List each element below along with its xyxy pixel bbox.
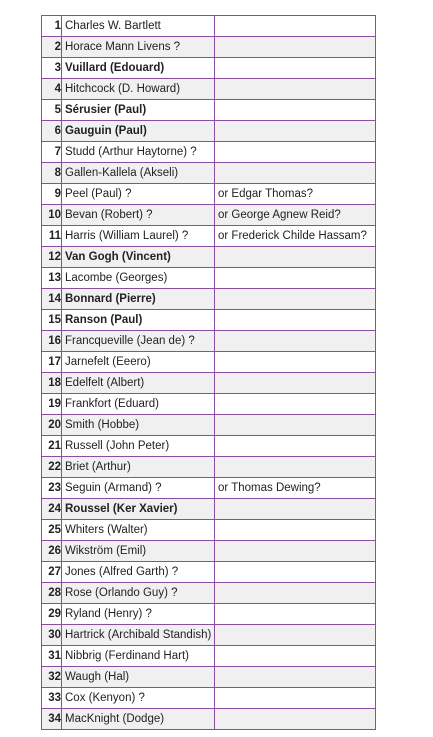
artist-name-cell: Studd (Arthur Haytorne) ?	[62, 142, 215, 163]
table-row	[42, 121, 376, 142]
artist-name-cell: Whiters (Walter)	[62, 520, 215, 541]
table-row	[42, 268, 376, 289]
row-number: 14	[42, 289, 62, 310]
artist-name-cell: Frankfort (Eduard)	[62, 394, 215, 415]
alternative-attribution-cell	[215, 16, 376, 37]
row-number: 24	[42, 499, 62, 520]
alternative-attribution-cell	[215, 100, 376, 121]
artist-name-cell: Peel (Paul) ?	[62, 184, 215, 205]
table-row	[42, 667, 376, 688]
row-number: 11	[42, 226, 62, 247]
alternative-attribution-cell	[215, 247, 376, 268]
alternative-attribution-cell	[215, 58, 376, 79]
artist-name-cell: Francqueville (Jean de) ?	[62, 331, 215, 352]
alternative-attribution-cell	[215, 37, 376, 58]
row-number: 9	[42, 184, 62, 205]
artist-name-cell: Ranson (Paul)	[62, 310, 215, 331]
artist-name-cell: Van Gogh (Vincent)	[62, 247, 215, 268]
row-number: 2	[42, 37, 62, 58]
row-number: 25	[42, 520, 62, 541]
artist-name-cell: Hartrick (Archibald Standish)	[62, 625, 215, 646]
table-row	[42, 457, 376, 478]
row-number: 6	[42, 121, 62, 142]
table-row	[42, 520, 376, 541]
row-number: 20	[42, 415, 62, 436]
row-number: 1	[42, 16, 62, 37]
artist-name-cell: Jones (Alfred Garth) ?	[62, 562, 215, 583]
artist-name-cell: Roussel (Ker Xavier)	[62, 499, 215, 520]
artist-name-cell: Charles W. Bartlett	[62, 16, 215, 37]
artist-name-cell: Jarnefelt (Eeero)	[62, 352, 215, 373]
row-number: 32	[42, 667, 62, 688]
table-row	[42, 247, 376, 268]
artist-name-cell: Ryland (Henry) ?	[62, 604, 215, 625]
alternative-attribution-cell	[215, 583, 376, 604]
alternative-attribution-cell: or Edgar Thomas?	[215, 184, 376, 205]
artist-name-cell: Wikström (Emil)	[62, 541, 215, 562]
alternative-attribution-cell	[215, 499, 376, 520]
artist-table-body	[42, 16, 376, 730]
row-number: 31	[42, 646, 62, 667]
alternative-attribution-cell	[215, 289, 376, 310]
table-row	[42, 142, 376, 163]
alternative-attribution-cell	[215, 121, 376, 142]
row-number: 10	[42, 205, 62, 226]
row-number: 16	[42, 331, 62, 352]
alternative-attribution-cell	[215, 331, 376, 352]
table-row	[42, 541, 376, 562]
table-row	[42, 58, 376, 79]
artist-name-cell: Nibbrig (Ferdinand Hart)	[62, 646, 215, 667]
table-row	[42, 373, 376, 394]
artist-name-cell: Sérusier (Paul)	[62, 100, 215, 121]
table-row	[42, 37, 376, 58]
table-row	[42, 625, 376, 646]
row-number: 13	[42, 268, 62, 289]
alternative-attribution-cell	[215, 625, 376, 646]
row-number: 30	[42, 625, 62, 646]
alternative-attribution-cell	[215, 646, 376, 667]
alternative-attribution-cell	[215, 310, 376, 331]
row-number: 21	[42, 436, 62, 457]
artist-name-cell: Cox (Kenyon) ?	[62, 688, 215, 709]
row-number: 19	[42, 394, 62, 415]
table-row	[42, 205, 376, 226]
alternative-attribution-cell	[215, 163, 376, 184]
artist-name-cell: Russell (John Peter)	[62, 436, 215, 457]
table-row	[42, 646, 376, 667]
alternative-attribution-cell	[215, 436, 376, 457]
artist-name-cell: Hitchcock (D. Howard)	[62, 79, 215, 100]
row-number: 4	[42, 79, 62, 100]
artist-name-cell: Gallen-Kallela (Akseli)	[62, 163, 215, 184]
alternative-attribution-cell	[215, 541, 376, 562]
table-row	[42, 499, 376, 520]
artist-name-cell: Lacombe (Georges)	[62, 268, 215, 289]
table-row	[42, 289, 376, 310]
alternative-attribution-cell	[215, 352, 376, 373]
row-number: 3	[42, 58, 62, 79]
alternative-attribution-cell	[215, 415, 376, 436]
artist-name-cell: Waugh (Hal)	[62, 667, 215, 688]
row-number: 29	[42, 604, 62, 625]
table-row	[42, 688, 376, 709]
alternative-attribution-cell	[215, 709, 376, 730]
table-row	[42, 394, 376, 415]
row-number: 17	[42, 352, 62, 373]
row-number: 8	[42, 163, 62, 184]
artist-name-cell: Smith (Hobbe)	[62, 415, 215, 436]
artist-name-cell: Bevan (Robert) ?	[62, 205, 215, 226]
alternative-attribution-cell: or George Agnew Reid?	[215, 205, 376, 226]
alternative-attribution-cell	[215, 457, 376, 478]
row-number: 28	[42, 583, 62, 604]
row-number: 7	[42, 142, 62, 163]
artist-name-cell: Bonnard (Pierre)	[62, 289, 215, 310]
table-row	[42, 100, 376, 121]
table-row	[42, 604, 376, 625]
alternative-attribution-cell	[215, 268, 376, 289]
row-number: 18	[42, 373, 62, 394]
artist-name-cell: Rose (Orlando Guy) ?	[62, 583, 215, 604]
row-number: 34	[42, 709, 62, 730]
table-row	[42, 79, 376, 100]
row-number: 12	[42, 247, 62, 268]
table-row	[42, 436, 376, 457]
row-number: 15	[42, 310, 62, 331]
alternative-attribution-cell	[215, 562, 376, 583]
row-number: 5	[42, 100, 62, 121]
table-row	[42, 163, 376, 184]
artist-name-cell: Vuillard (Edouard)	[62, 58, 215, 79]
alternative-attribution-cell	[215, 394, 376, 415]
alternative-attribution-cell	[215, 604, 376, 625]
alternative-attribution-cell	[215, 142, 376, 163]
row-number: 22	[42, 457, 62, 478]
alternative-attribution-cell	[215, 667, 376, 688]
table-row	[42, 184, 376, 205]
table-row	[42, 352, 376, 373]
table-row	[42, 16, 376, 37]
alternative-attribution-cell: or Frederick Childe Hassam?	[215, 226, 376, 247]
artist-name-cell: Edelfelt (Albert)	[62, 373, 215, 394]
artist-name-cell: Gauguin (Paul)	[62, 121, 215, 142]
artist-name-cell: Briet (Arthur)	[62, 457, 215, 478]
row-number: 23	[42, 478, 62, 499]
table-row	[42, 562, 376, 583]
artist-name-cell: Harris (William Laurel) ?	[62, 226, 215, 247]
row-number: 27	[42, 562, 62, 583]
alternative-attribution-cell	[215, 688, 376, 709]
artist-name-cell: Horace Mann Livens ?	[62, 37, 215, 58]
artist-table	[41, 15, 376, 730]
row-number: 33	[42, 688, 62, 709]
table-row	[42, 331, 376, 352]
artist-name-cell: MacKnight (Dodge)	[62, 709, 215, 730]
table-row	[42, 709, 376, 730]
artist-name-cell: Seguin (Armand) ?	[62, 478, 215, 499]
alternative-attribution-cell: or Thomas Dewing?	[215, 478, 376, 499]
table-row	[42, 583, 376, 604]
alternative-attribution-cell	[215, 373, 376, 394]
table-row	[42, 310, 376, 331]
table-row	[42, 478, 376, 499]
table-row	[42, 415, 376, 436]
row-number: 26	[42, 541, 62, 562]
alternative-attribution-cell	[215, 520, 376, 541]
table-row	[42, 226, 376, 247]
alternative-attribution-cell	[215, 79, 376, 100]
